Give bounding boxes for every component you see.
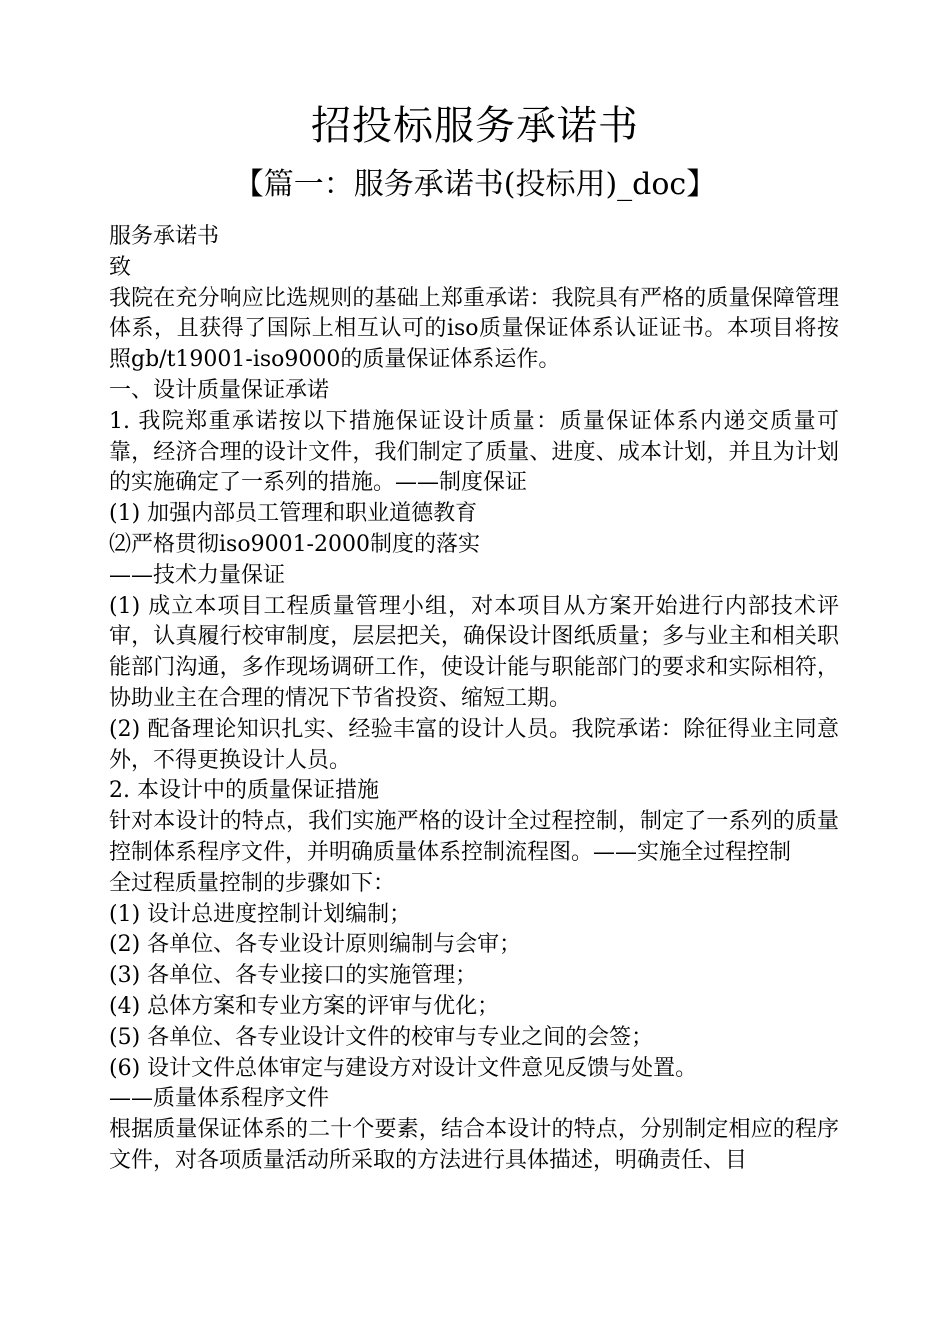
- paragraph: 针对本设计的特点，我们实施严格的设计全过程控制，制定了一系列的质量控制体系程序文件，并明确质量体系控制流程图。——实施全过程控制: [109, 809, 839, 865]
- document-subtitle: 【篇一：服务承诺书(投标用)_doc】: [233, 167, 717, 202]
- document-body: [109, 222, 839, 1177]
- list-item: (6) 设计文件总体审定与建设方对设计文件意见反馈与处置。: [109, 1055, 698, 1081]
- list-item: (1) 成立本项目工程质量管理小组，对本项目从方案开始进行内部技术评审，认真履行校审制度，层层把关，确保设计图纸质量；多与业主和相关职能部门沟通，多作现场调研工作，使设计能与职能部门的要求和实际相符，协助业主在合理的情况下节省投资、缩短工期。: [109, 593, 839, 711]
- section-heading: 一、设计质量保证承诺: [109, 377, 330, 403]
- list-item: (1) 设计总进度控制计划编制；: [109, 901, 412, 927]
- sub-heading: ——质量体系程序文件: [109, 1086, 330, 1112]
- paragraph: 根据质量保证体系的二十个要素，结合本设计的特点，分别制定相应的程序文件，对各项质量活动所采取的方法进行具体描述，明确责任、目: [109, 1117, 839, 1173]
- paragraph: 致: [109, 254, 132, 280]
- paragraph: 服务承诺书: [109, 224, 220, 249]
- document-title: 招投标服务承诺书: [311, 103, 639, 149]
- list-item: (2) 各单位、各专业设计原则编制与会审；: [109, 932, 522, 958]
- paragraph: 全过程质量控制的步骤如下：: [109, 870, 396, 896]
- list-item: (5) 各单位、各专业设计文件的校审与专业之间的会签；: [109, 1024, 654, 1050]
- sub-heading: ——技术力量保证: [109, 562, 286, 588]
- list-item: (4) 总体方案和专业方案的评审与优化；: [109, 993, 500, 1019]
- section-heading: 2. 本设计中的质量保证措施: [109, 778, 379, 804]
- paragraph: 1. 我院郑重承诺按以下措施保证设计质量：质量保证体系内递交质量可靠，经济合理的设计文件，我们制定了质量、进度、成本计划，并且为计划的实施确定了一系列的措施。——制度保证: [109, 408, 839, 496]
- list-item: (1) 加强内部员工管理和职业道德教育: [109, 501, 478, 527]
- list-item: ⑵严格贯彻iso9001-2000制度的落实: [109, 531, 480, 557]
- list-item: (2) 配备理论知识扎实、经验丰富的设计人员。我院承诺：除征得业主同意外，不得更换设计人员。: [109, 716, 839, 773]
- list-item: (3) 各单位、各专业接口的实施管理；: [109, 963, 478, 989]
- paragraph: 我院在充分响应比选规则的基础上郑重承诺：我院具有严格的质量保障管理体系，且获得了国际上相互认可的iso质量保证体系认证证书。本项目将按照gb/t19001-iso9000的质量保证体系运作。: [109, 285, 839, 373]
